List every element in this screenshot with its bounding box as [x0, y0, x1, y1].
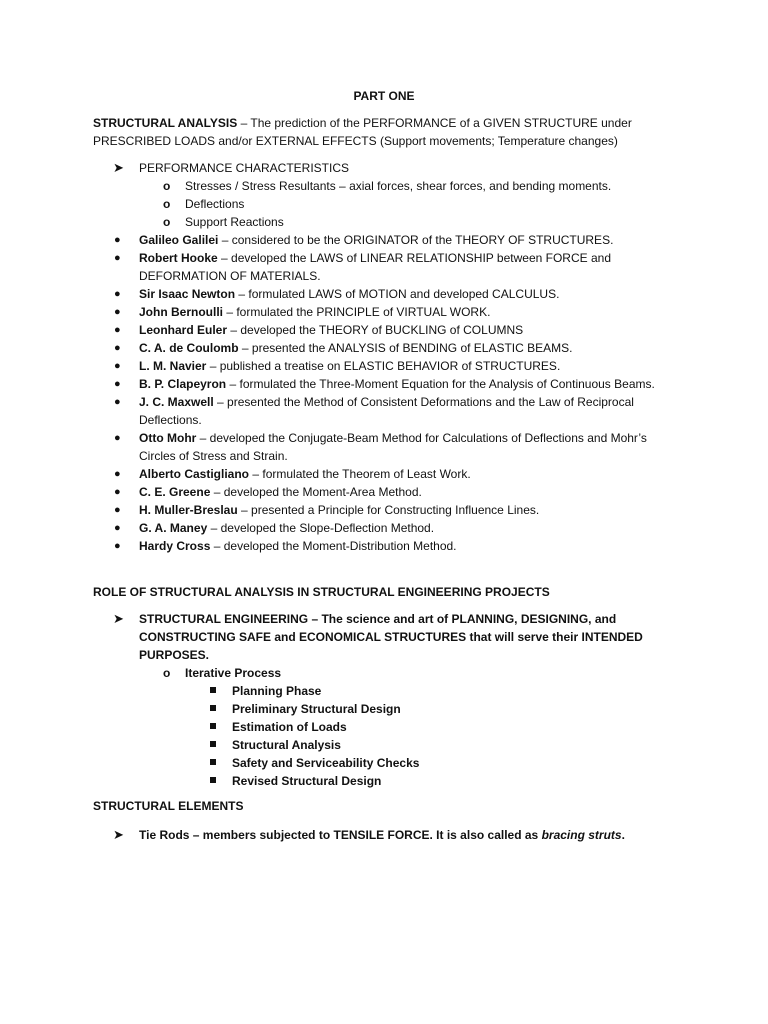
arrow-icon: ➤ — [113, 827, 124, 842]
square-bullet-icon — [210, 687, 216, 693]
square-bullet-icon — [210, 741, 216, 747]
list-item: ● Alberto Castigliano – formulated the Theorem of Least Work. — [114, 467, 471, 481]
bullet-icon: ● — [114, 324, 121, 336]
page-title: PART ONE — [353, 89, 415, 103]
list-item: ● B. P. Clapeyron – formulated the Three-Moment Equation for the Analysis of Continuous Beams. — [114, 377, 655, 391]
square-bullet-icon — [210, 705, 216, 711]
circle-bullet-icon: o — [163, 666, 171, 680]
bullet-icon: ● — [114, 504, 121, 516]
bullet-icon: ● — [114, 360, 121, 372]
list-item: Structural Analysis — [93, 736, 683, 754]
bullet-icon: ● — [114, 486, 121, 498]
performance-sub-item: o Support Reactions — [163, 215, 284, 229]
bullet-icon: ● — [114, 288, 121, 300]
list-item: ● Hardy Cross – developed the Moment-Distribution Method. — [114, 539, 457, 553]
list-item: ● Leonhard Euler – developed the THEORY of BUCKLING of COLUMNS — [114, 323, 524, 337]
list-item: ● John Bernoulli – formulated the PRINCIPLE of VIRTUAL WORK. — [114, 305, 491, 319]
list-item: Preliminary Structural Design — [93, 700, 683, 718]
circle-bullet-icon: o — [163, 215, 171, 229]
circle-bullet-icon: o — [163, 179, 171, 193]
list-item: ● Robert Hooke – developed the LAWS of LINEAR RELATIONSHIP between FORCE and DEFORMATION OF MATERIALS. — [114, 251, 611, 283]
contributors-list — [93, 231, 683, 555]
process-steps-list — [93, 682, 683, 790]
tie-rods-item: ➤ Tie Rods – members subjected to TENSILE FORCE. It is also called as bracing struts. — [113, 827, 625, 842]
elements-heading: STRUCTURAL ELEMENTS — [93, 799, 244, 813]
bullet-icon: ● — [114, 522, 121, 534]
square-bullet-icon — [210, 759, 216, 765]
list-item: ● C. A. de Coulomb – presented the ANALYSIS of BENDING of ELASTIC BEAMS. — [114, 341, 573, 355]
intro-term: STRUCTURAL ANALYSIS — [93, 116, 238, 130]
process-item: o Iterative Process — [163, 666, 282, 680]
performance-section — [93, 159, 683, 555]
list-item: Revised Structural Design — [93, 772, 683, 790]
bullet-icon: ● — [114, 342, 121, 354]
bullet-icon: ● — [114, 468, 121, 480]
square-bullet-icon — [210, 777, 216, 783]
performance-item — [93, 159, 683, 177]
bullet-icon: ● — [114, 540, 121, 552]
engineering-item — [93, 610, 683, 664]
list-item: Estimation of Loads — [93, 718, 683, 736]
list-item: Safety and Serviceability Checks — [93, 754, 683, 772]
arrow-icon: ➤ — [113, 611, 124, 626]
square-bullet-icon — [210, 723, 216, 729]
list-item: ● Otto Mohr – developed the Conjugate-Beam Method for Calculations of Deflections and Mohr’s Circles of Stress and Strain. — [114, 431, 647, 463]
performance-label: PERFORMANCE CHARACTERISTICS — [139, 161, 350, 175]
list-item: Planning Phase — [93, 682, 683, 700]
elements-section — [93, 826, 683, 844]
list-item: ● C. E. Greene – developed the Moment-Area Method. — [114, 485, 422, 499]
performance-sub-item: o Deflections — [163, 197, 245, 211]
bullet-icon: ● — [114, 252, 121, 264]
circle-bullet-icon: o — [163, 197, 171, 211]
engineering-definition: STRUCTURAL ENGINEERING – The science and art of PLANNING, DESIGNING, and CONSTRUCTING SAFE and ECONOMICAL STRUCTURES that will serve their INTENDED PURPOSES. — [139, 612, 643, 662]
list-item: ● H. Muller-Breslau – presented a Principle for Constructing Influence Lines. — [114, 503, 540, 517]
role-heading: ROLE OF STRUCTURAL ANALYSIS IN STRUCTURAL ENGINEERING PROJECTS — [93, 585, 550, 599]
intro-definition: – The prediction of the PERFORMANCE of a GIVEN STRUCTURE under PRESCRIBED LOADS and/or EXTERNAL EFFECTS (Support movements; Temperature changes) — [93, 116, 632, 148]
engineering-section — [93, 610, 683, 790]
bullet-icon: ● — [114, 432, 121, 444]
list-item: ● J. C. Maxwell – presented the Method of Consistent Deformations and the Law of Reciprocal Deflections. — [114, 395, 634, 427]
list-item: ● L. M. Navier – published a treatise on ELASTIC BEHAVIOR of STRUCTURES. — [114, 359, 561, 373]
list-item: ● Galileo Galilei – considered to be the ORIGINATOR of the THEORY OF STRUCTURES. — [114, 233, 614, 247]
arrow-icon: ➤ — [113, 160, 124, 175]
list-item: ● Sir Isaac Newton – formulated LAWS of MOTION and developed CALCULUS. — [114, 287, 560, 301]
bullet-icon: ● — [114, 378, 121, 390]
performance-sub-item: o Stresses / Stress Resultants – axial forces, shear forces, and bending moments. — [163, 179, 612, 193]
bullet-icon: ● — [114, 234, 121, 246]
list-item: ● G. A. Maney – developed the Slope-Deflection Method. — [114, 521, 435, 535]
intro-paragraph — [93, 114, 683, 150]
bullet-icon: ● — [114, 306, 121, 318]
bullet-icon: ● — [114, 396, 121, 408]
